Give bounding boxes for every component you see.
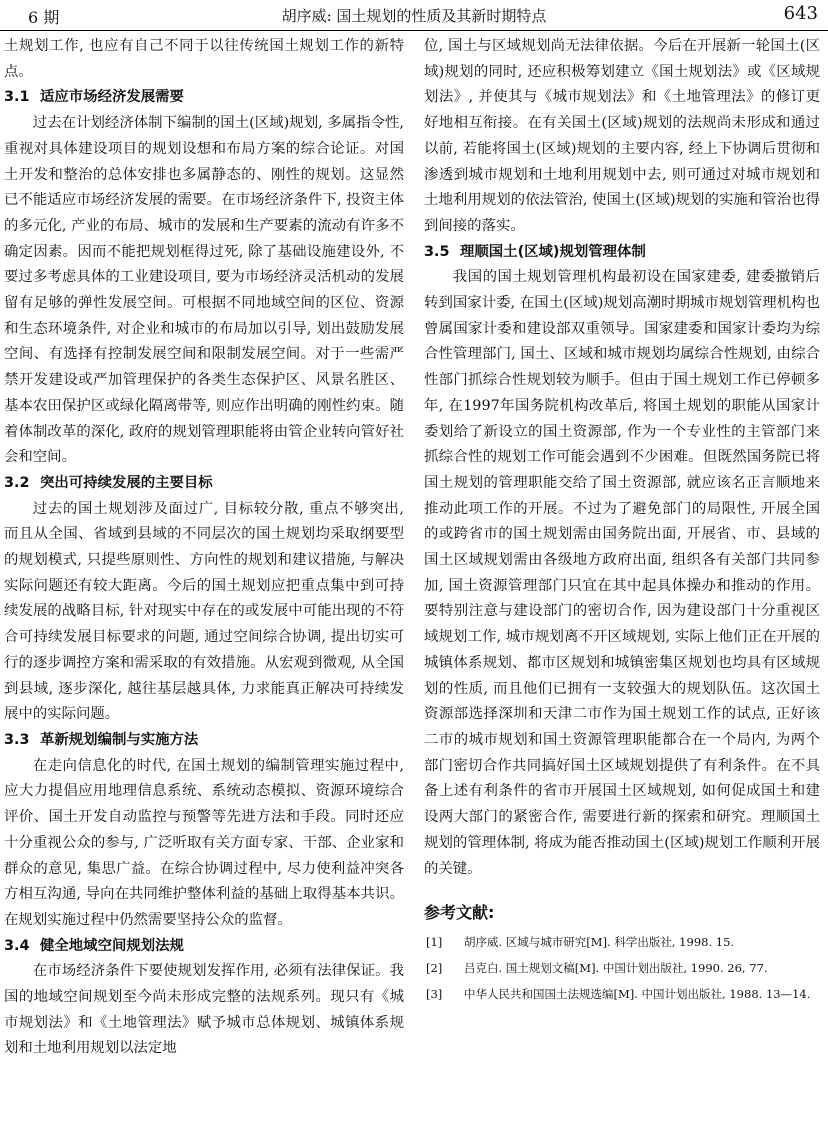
- reference-number: [2]: [426, 960, 443, 975]
- right-column: [424, 34, 820, 1010]
- section-title: 健全地域空间规划法规: [40, 937, 184, 954]
- section-paragraph-3-2: 过去的国土规划涉及面过广, 目标较分散, 重点不够突出, 而且从全国、省域到县域的不同层次的国土规划均采取纲要型的规划模式, 只提些原则性、方向性的规划和建议措施, 与解决实际问题还有较大距离。今后的国土规划应把重点集中到可持续发展的战略目标, 针对现实中存在的或发展中可能出现的不符合可持续发展目标要求的问题, 通过空间综合协调, 提出切实可行的逐步调控方案和需采取的有效措施。从宏观到微观, 从全国到县域, 逐步深化, 越往基层越具体, 力求能真正解决可持续发展中的实际问题。: [4, 500, 404, 723]
- section-number: 3.5: [424, 243, 450, 260]
- issue-label: 6 期: [28, 8, 60, 27]
- reference-text: 胡序威. 区域与城市研究[M]. 科学出版社, 1998. 15.: [464, 934, 735, 949]
- running-header: [0, 0, 828, 31]
- section-heading-3-4: [4, 934, 404, 960]
- section-heading-3-5: [424, 240, 820, 266]
- section-number: 3.3: [4, 731, 30, 748]
- continuation-paragraph: 位, 国土与区域规划尚无法律依据。今后在开展新一轮国土(区域)规划的同时, 还应积极筹划建立《国土规划法》或《区域规划法》, 并使其与《城市规划法》和《土地管理法》的修订更好地相互衔接。在有关国土(区域)规划的法规尚未形成和通过以前, 若能将国土(区域)规划的主要内容, 经上下协调后贯彻和渗透到城市规划和土地利用规划中去, 则可通过对城市规划和土地利用规划的依法管治, 使国土(区域)规划的实施和管治也得到间接的落实。: [424, 38, 820, 234]
- section-title: 理顺国土(区域)规划管理体制: [460, 243, 646, 260]
- section-title: 适应市场经济发展需要: [40, 89, 184, 106]
- references-heading: 参考文献:: [424, 903, 495, 923]
- left-column: [4, 34, 404, 1062]
- section-heading-3-1: [4, 85, 404, 111]
- reference-number: [1]: [426, 934, 443, 949]
- intro-paragraph: 土规划工作, 也应有自己不同于以往传统国土规划工作的新特点。: [4, 38, 404, 80]
- section-number: 3.2: [4, 474, 30, 491]
- section-heading-3-2: [4, 471, 404, 497]
- section-number: 3.1: [4, 89, 30, 106]
- section-paragraph-3-1: 过去在计划经济体制下编制的国土(区域)规划, 多属指令性, 重视对具体建设项目的规划设想和布局方案的综合论证。对国土开发和整治的总体安排也多属静态的、刚性的规划。这显然已不能适应市场经济发展的需要。在市场经济条件下, 投资主体的多元化, 产业的布局、城市的发展和生产要素的流动有许多不确定因素。因而不能把规划框得过死, 除了基础设施建设外, 不要过多考虑具体的工业建设项目, 要为市场经济灵活机动的发展留有足够的弹性发展空间。可根据不同地域空间的区位、资源和生态环境条件, 对企业和城市的布局加以引导, 划出鼓励发展空间、有选择有控制发展空间和限制发展空间。对于一些需严禁开发建设或严加管理保护的各类生态保护区、风景名胜区、基本农田保护区或绿化隔离带等, 则应作出明确的刚性约束。随着体制改革的深化, 政府的规划管理职能将由管企业转向管好社会和空间。: [4, 115, 404, 466]
- reference-text: 吕克白. 国土规划文稿[M]. 中国计划出版社, 1990. 26, 77.: [464, 960, 768, 975]
- section-paragraph-3-5: 我国的国土规划管理机构最初设在国家建委, 建委撤销后转到国家计委, 在国土(区域)规划高潮时期城市规划管理机构也曾属国家计委和建设部双重领导。国家建委和国家计委均为综合性管理部门, 国土、区域和城市规划均属综合性规划, 由综合性部门抓综合性规划较为顺手。但由于国土规划工作已停顿多年, 在1997年国务院机构改革后, 将国土规划的职能从国家计委划给了新设立的国土资源部, 作为一个专业性的主管部门来抓综合性的规划工作可能会遇到不少困难。但既然国务院已将国土规划的管理职能交给了国土资源部, 就应该名正言顺地来推动此项工作的开展。不过为了避免部门的局限性, 开展全国的或跨省市的国土规划需由国务院出面, 开展省、市、县域的国土区域规划需由各级地方政府出面, 组织各有关部门共同参加, 国土资源管理部门只宜在其中起具体操办和推动的作用。要特别注意与建设部门的密切合作, 因为建设部门十分重视区域规划工作, 城市规划离不开区域规划, 实际上他们正在开展的城镇体系规划、都市区规划和城镇密集区规划也均具有区域规划的性质, 而且他们已拥有一支较强大的规划队伍。这次国土资源部选择深圳和天津二市作为国土规划工作的试点, 正好该二市的城市规划和国土资源管理职能都合在一个局内, 为两个部门密切合作共同搞好国土区域规划提供了有利条件。在不具备上述有利条件的省市开展国土区域规划, 如何促成国土和建设两大部门的紧密合作, 需要进行新的探索和研究。理顺国土规划的管理体制, 将成为能否推动国土(区域)规划工作顺利开展的关键。: [424, 269, 820, 877]
- reference-item: [424, 984, 820, 1004]
- reference-number: [3]: [426, 986, 443, 1001]
- reference-item: [424, 958, 820, 978]
- page-number: 643: [783, 3, 818, 24]
- section-title: 革新规划编制与实施方法: [40, 731, 199, 748]
- article-running-title: 胡序威: 国土规划的性质及其新时期特点: [281, 7, 547, 25]
- section-heading-3-3: [4, 728, 404, 754]
- reference-text: 中华人民共和国国土法规选编[M]. 中国计划出版社, 1988. 13—14.: [464, 986, 811, 1001]
- section-number: 3.4: [4, 937, 30, 954]
- section-title: 突出可持续发展的主要目标: [40, 474, 213, 491]
- section-paragraph-3-3: 在走向信息化的时代, 在国土规划的编制管理实施过程中, 应大力提倡应用地理信息系统、系统动态模拟、资源环境综合评价、国土开发自动监控与预警等先进方法和手段。同时还应十分重视公众的参与, 广泛听取有关方面专家、干部、企业家和群众的意见, 集思广益。在综合协调过程中, 尽力使利益冲突各方相互沟通, 导向在共同维护整体利益的基础上取得基本共识。在规划实施过程中仍然需要坚持公众的监督。: [4, 757, 404, 928]
- section-paragraph-3-4: 在市场经济条件下要使规划发挥作用, 必须有法律保证。我国的地域空间规划至今尚未形成完整的法规系列。现只有《城市规划法》和《土地管理法》赋予城市总体规划、城镇体系规划和土地利用规划以法定地: [4, 963, 404, 1057]
- reference-item: [424, 932, 820, 952]
